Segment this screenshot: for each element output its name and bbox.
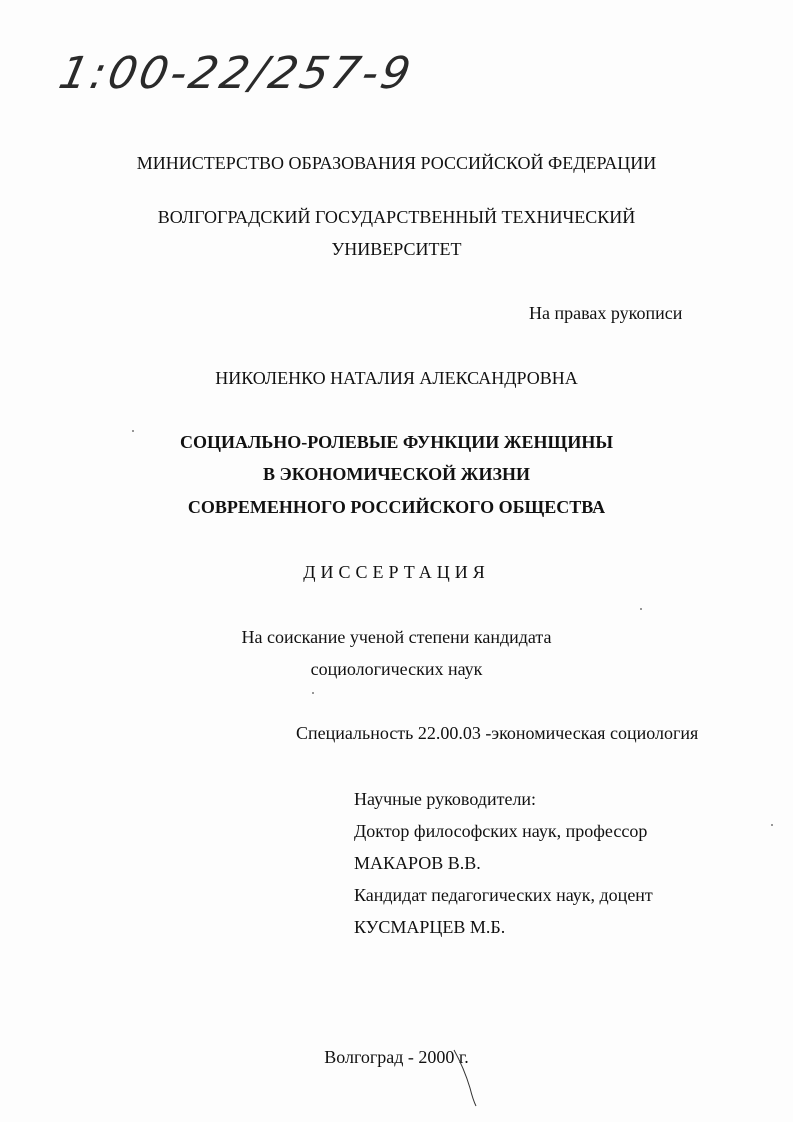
advisor-2-title: Кандидат педагогических наук, доцент [354, 885, 653, 905]
scan-speck [771, 824, 773, 826]
specialty: Специальность 22.00.03 -экономическая социология [296, 723, 699, 743]
title-line-1: СОЦИАЛЬНО-РОЛЕВЫЕ ФУНКЦИИ ЖЕНЩИНЫ [179, 432, 613, 452]
advisors-heading: Научные руководители: [354, 789, 537, 809]
scan-speck [132, 430, 134, 432]
degree-line-1: На соискание ученой степени кандидата [241, 627, 552, 647]
pen-mark-decoration [452, 1048, 492, 1108]
title-line-2: В ЭКОНОМИЧЕСКОЙ ЖИЗНИ [263, 464, 530, 484]
advisor-1-title: Доктор философских наук, профессор [354, 821, 648, 841]
advisor-1-name: МАКАРОВ В.В. [354, 853, 481, 873]
author-name: НИКОЛЕНКО НАТАЛИЯ АЛЕКСАНДРОВНА [215, 368, 578, 388]
manuscript-note: На правах рукописи [529, 303, 683, 323]
title-line-3: СОВРЕМЕННОГО РОССИЙСКОГО ОБЩЕСТВА [187, 497, 606, 517]
degree-line-2: социологических наук [310, 659, 483, 679]
university-name-line-1: ВОЛГОГРАДСКИЙ ГОСУДАРСТВЕННЫЙ ТЕХНИЧЕСКИЙ [157, 207, 636, 227]
handwritten-catalog-code: 1:00-22/257-9 [54, 48, 418, 99]
advisor-2-name: КУСМАРЦЕВ М.Б. [354, 917, 506, 937]
scan-speck [640, 608, 642, 610]
document-type: ДИССЕРТАЦИЯ [303, 562, 490, 582]
ministry-name: МИНИСТЕРСТВО ОБРАЗОВАНИЯ РОССИЙСКОЙ ФЕДЕРАЦИИ [136, 153, 657, 173]
scan-speck [312, 692, 314, 694]
place-and-year: Волгоград - 2000 г. [324, 1047, 469, 1067]
university-name-line-2: УНИВЕРСИТЕТ [331, 239, 462, 259]
